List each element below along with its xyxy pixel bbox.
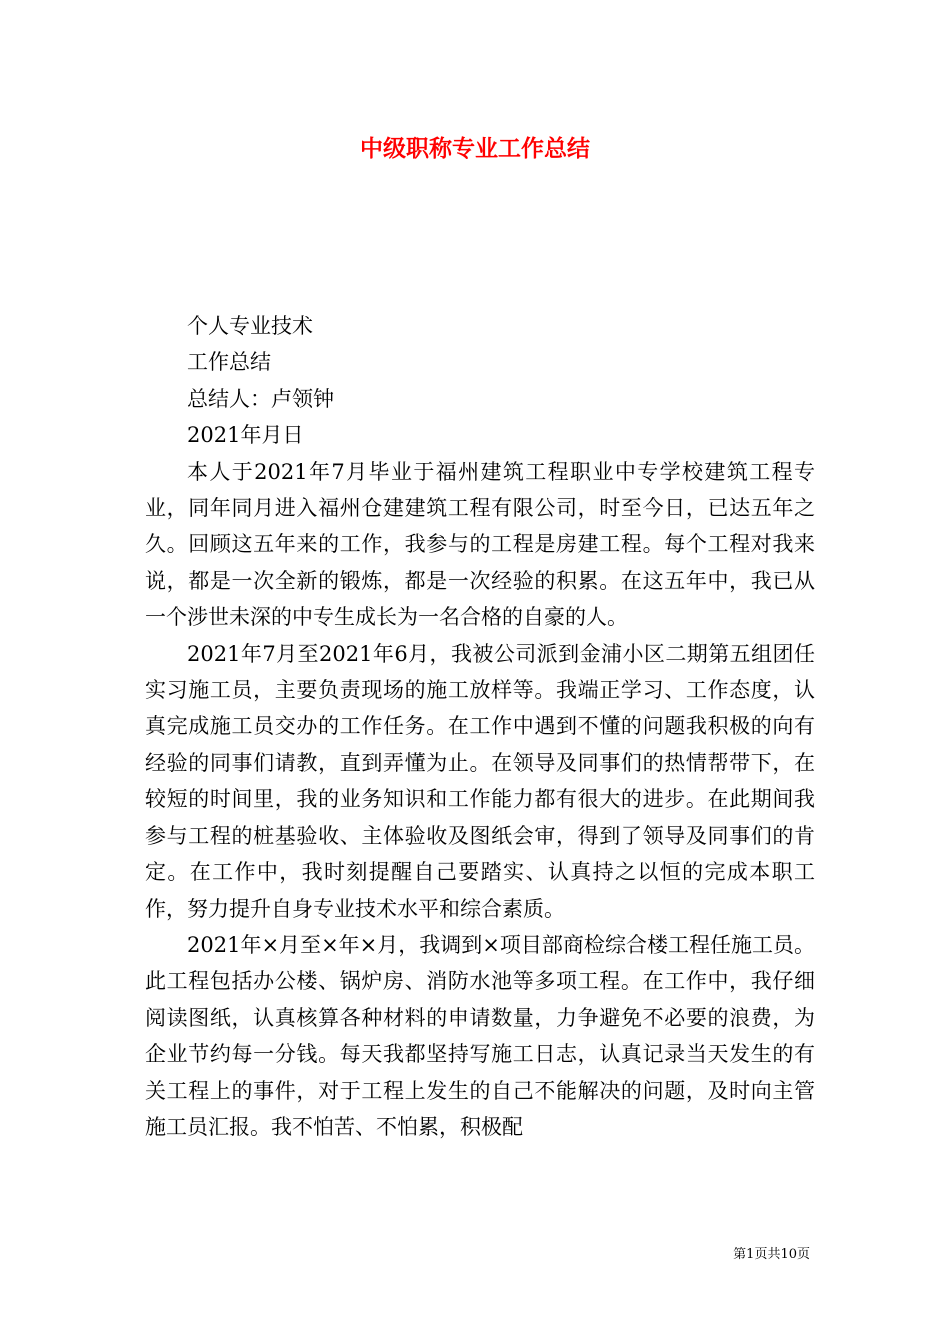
header-line-2: 工作总结 bbox=[187, 350, 271, 375]
paragraph-1: 本人于2021年7月毕业于福州建筑工程职业中专学校建筑工程专业，同年同月进入福州仓建建筑工程有限公司，时至今日，已达五年之久。回顾这五年来的工作，我参与的工程是房建工程。每个工程对我来说，都是一次全新的锻炼，都是一次经验的积累。在这五年中，我已从一个涉世未深的中专生成长为一名合格的自豪的人。 bbox=[145, 459, 815, 630]
document-title: 中级职称专业工作总结 bbox=[360, 135, 590, 162]
paragraph-2: 2021年7月至2021年6月，我被公司派到金浦小区二期第五组团任实习施工员，主要负责现场的施工放样等。我端正学习、工作态度，认真完成施工员交办的工作任务。在工作中遇到不懂的问题我积极的向有经验的同事们请教，直到弄懂为止。在领导及同事们的热情帮带下，在较短的时间里，我的业务知识和工作能力都有很大的进步。在此期间我参与工程的桩基验收、主体验收及图纸会审，得到了领导及同事们的肯定。在工作中，我时刻提醒自己要踏实、认真持之以恒的完成本职工作，努力提升自身专业技术水平和综合素质。 bbox=[145, 641, 815, 921]
header-line-1: 个人专业技术 bbox=[187, 314, 313, 338]
document-body bbox=[145, 308, 815, 1145]
date-line: 2021年月日 bbox=[187, 423, 304, 448]
paragraph-3: 2021年×月至×年×月，我调到×项目部商检综合楼工程任施工员。此工程包括办公楼、锅炉房、消防水池等多项工程。在工作中，我仔细阅读图纸，认真核算各种材料的申请数量，力争避免不必要的浪费，为企业节约每一分钱。每天我都坚持写施工日志，认真记录当天发生的有关工程上的事件，对于工程上发生的自己不能解决的问题，及时向主管施工员汇报。我不怕苦、不怕累，积极配 bbox=[145, 932, 815, 1139]
page-number: 第1页共10页 bbox=[733, 1247, 810, 1262]
author-line: 总结人：卢领钟 bbox=[187, 386, 334, 411]
